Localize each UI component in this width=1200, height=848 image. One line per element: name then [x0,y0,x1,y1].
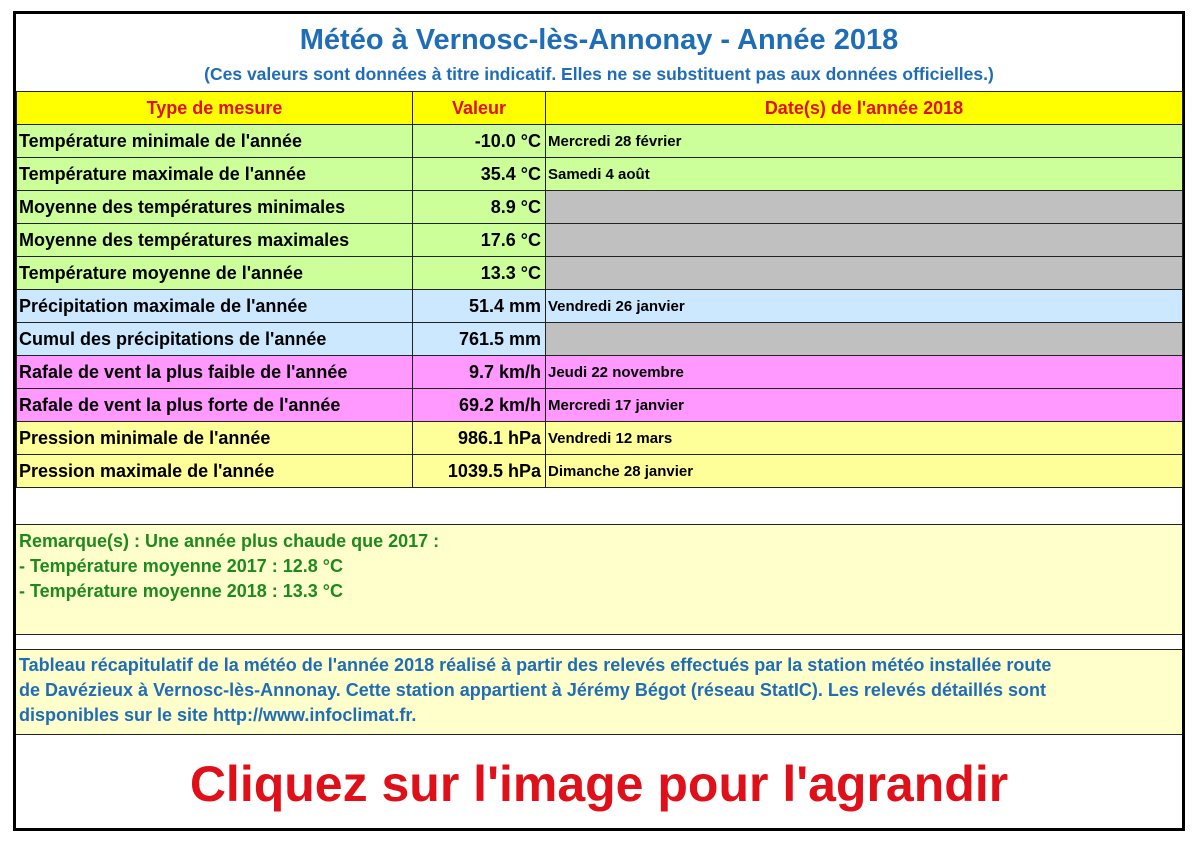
table-row [17,356,1183,389]
date-cell-empty [546,323,1183,356]
measure-cell: Pression minimale de l'année [17,422,413,455]
value-cell: 13.3 °C [413,257,546,290]
measure-cell: Température maximale de l'année [17,158,413,191]
table-row [17,158,1183,191]
remarks-line: - Température moyenne 2018 : 13.3 °C [19,581,343,601]
weather-table [16,91,1183,488]
table-row [17,323,1183,356]
table-row [17,191,1183,224]
column-header-measure: Type de mesure [17,92,413,125]
remarks-line: - Température moyenne 2017 : 12.8 °C [19,556,343,576]
date-cell-empty [546,257,1183,290]
date-cell: Dimanche 28 janvier [546,455,1183,488]
value-cell: 69.2 km/h [413,389,546,422]
table-row [17,422,1183,455]
table-row [17,224,1183,257]
value-cell: 986.1 hPa [413,422,546,455]
measure-cell: Cumul des précipitations de l'année [17,323,413,356]
table-row [17,125,1183,158]
measure-cell: Moyenne des températures minimales [17,191,413,224]
date-cell: Jeudi 22 novembre [546,356,1183,389]
measure-cell: Moyenne des températures maximales [17,224,413,257]
enlarge-image-call-to-action[interactable]: Cliquez sur l'image pour l'agrandir [189,756,1009,812]
info-line: Tableau récapitulatif de la météo de l'année 2018 réalisé à partir des relevés effectués par la station météo installée route [19,655,1052,675]
date-cell: Mercredi 28 février [546,125,1183,158]
table-row [17,290,1183,323]
info-box [16,649,1182,735]
value-cell: 1039.5 hPa [413,455,546,488]
value-cell: 9.7 km/h [413,356,546,389]
measure-cell: Température minimale de l'année [17,125,413,158]
measure-cell: Rafale de vent la plus faible de l'année [17,356,413,389]
remarks-box [16,524,1182,635]
date-cell-empty [546,191,1183,224]
info-line: disponibles sur le site http://www.infoclimat.fr. [19,705,417,725]
table-row [17,455,1183,488]
disclaimer-subtitle: (Ces valeurs sont données à titre indicatif. Elles ne se substituent pas aux données officielles.) [204,64,994,84]
value-cell: -10.0 °C [413,125,546,158]
measure-cell: Température moyenne de l'année [17,257,413,290]
column-header-date: Date(s) de l'année 2018 [546,92,1183,125]
value-cell: 8.9 °C [413,191,546,224]
table-row [17,389,1183,422]
table-header-row [17,92,1183,125]
value-cell: 761.5 mm [413,323,546,356]
date-cell-empty [546,224,1183,257]
date-cell: Samedi 4 août [546,158,1183,191]
value-cell: 51.4 mm [413,290,546,323]
info-line: de Davézieux à Vernosc-lès-Annonay. Cette station appartient à Jérémy Bégot (réseau StatIC). Les relevés détaillés sont [19,680,1047,700]
summary-frame[interactable] [13,11,1185,831]
date-cell: Vendredi 26 janvier [546,290,1183,323]
table-row [17,257,1183,290]
date-cell: Vendredi 12 mars [546,422,1183,455]
page-title: Météo à Vernosc-lès-Annonay - Année 2018 [299,24,899,56]
measure-cell: Rafale de vent la plus forte de l'année [17,389,413,422]
column-header-value: Valeur [413,92,546,125]
measure-cell: Pression maximale de l'année [17,455,413,488]
value-cell: 17.6 °C [413,224,546,257]
remarks-heading: Remarque(s) : Une année plus chaude que 2017 : [19,531,440,551]
value-cell: 35.4 °C [413,158,546,191]
date-cell: Mercredi 17 janvier [546,389,1183,422]
measure-cell: Précipitation maximale de l'année [17,290,413,323]
